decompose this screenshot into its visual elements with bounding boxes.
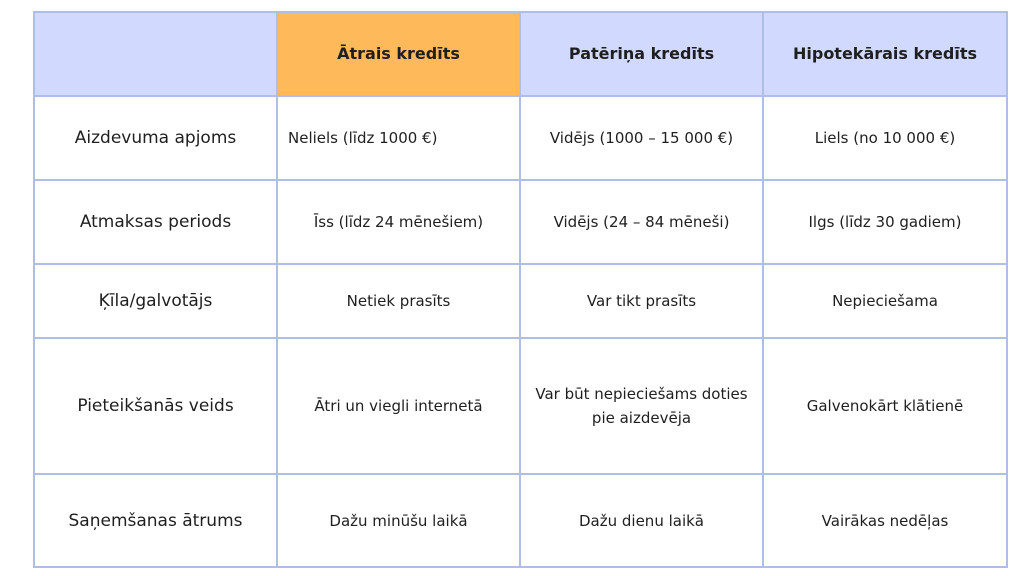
table-row: [34, 264, 1007, 338]
table-row: [34, 96, 1007, 180]
table-cell: Ātri un viegli internetā: [277, 338, 520, 474]
table-cell: Liels (no 10 000 €): [763, 96, 1007, 180]
table-cell: Nepieciešama: [763, 264, 1007, 338]
table-cell: Īss (līdz 24 mēnešiem): [277, 180, 520, 264]
header-mortgage-loan: Hipotekārais kredīts: [763, 12, 1007, 96]
table-cell: Vidējs (1000 – 15 000 €): [520, 96, 763, 180]
table-cell: Netiek prasīts: [277, 264, 520, 338]
table-cell: Galvenokārt klātienē: [763, 338, 1007, 474]
header-quick-loan: Ātrais kredīts: [277, 12, 520, 96]
row-label: Saņemšanas ātrums: [34, 474, 277, 567]
table-cell: Vairākas nedēļas: [763, 474, 1007, 567]
table-cell: Var būt nepieciešams doties pie aizdevēja: [520, 338, 763, 474]
table-row: [34, 338, 1007, 474]
loan-comparison-table: [33, 11, 1008, 568]
table-row: [34, 180, 1007, 264]
table-cell: Dažu minūšu laikā: [277, 474, 520, 567]
table-cell: Vidējs (24 – 84 mēneši): [520, 180, 763, 264]
row-label: Atmaksas periods: [34, 180, 277, 264]
header-empty-cell: [34, 12, 277, 96]
row-label: Aizdevuma apjoms: [34, 96, 277, 180]
header-row: [34, 12, 1007, 96]
row-label: Pieteikšanās veids: [34, 338, 277, 474]
table-cell: Ilgs (līdz 30 gadiem): [763, 180, 1007, 264]
table-cell: Neliels (līdz 1000 €): [277, 96, 520, 180]
header-consumer-loan: Patēriņa kredīts: [520, 12, 763, 96]
table-cell: Var tikt prasīts: [520, 264, 763, 338]
table-row: [34, 474, 1007, 567]
table-cell: Dažu dienu laikā: [520, 474, 763, 567]
row-label: Ķīla/galvotājs: [34, 264, 277, 338]
